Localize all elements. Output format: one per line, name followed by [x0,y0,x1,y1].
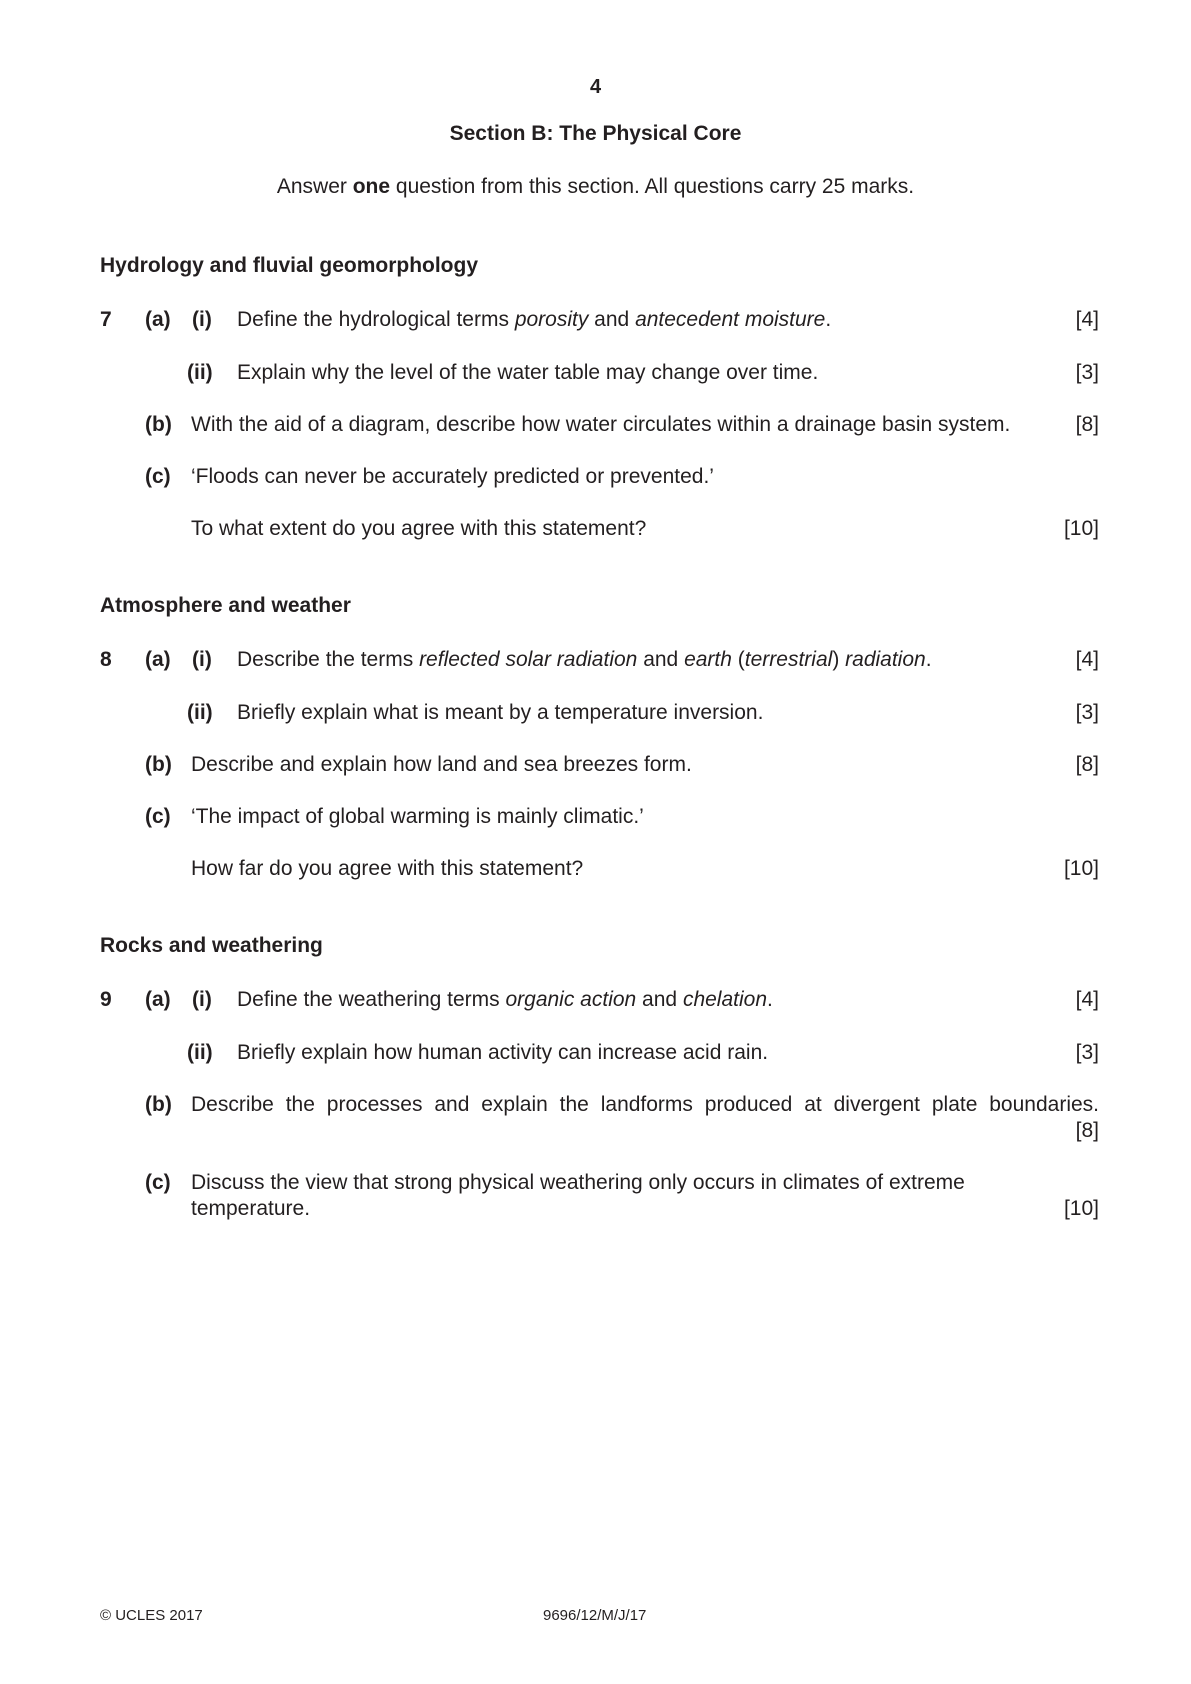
section-title: Section B: The Physical Core [449,122,742,145]
footer-paper-code: 9696/12/M/J/17 [543,1607,647,1624]
q7-c-text: To what extent do you agree with this statement? [191,517,647,540]
q8-c-quote: ‘The impact of global warming is mainly climatic.’ [191,805,644,828]
q8-part-b-label: (b) [145,753,172,776]
q9-a-ii-label: (ii) [187,1041,213,1064]
q9-b-text: Describe the processes and explain the landforms produced at divergent plate boundaries. [191,1093,1099,1116]
q9-part-b-label: (b) [145,1093,172,1116]
q7-part-a-label: (a) [145,308,171,331]
q9-part-a-label: (a) [145,988,171,1011]
instruction-emphasis: one [352,175,391,198]
q8-b-mark: [8] [1075,753,1099,776]
q7-a-ii-label: (ii) [187,361,213,384]
q7-part-b-label: (b) [145,413,172,436]
footer-copyright: © UCLES 2017 [100,1607,203,1624]
q8-part-a-label: (a) [145,648,171,671]
q7-a-i-label: (i) [192,308,212,331]
q9-b-mark: [8] [1075,1119,1099,1142]
question-number-8: 8 [100,648,112,671]
q9-c-text-line1: Discuss the view that strong physical weathering only occurs in climates of extreme [191,1171,965,1194]
question-number-7: 7 [100,308,112,331]
q8-b-text: Describe and explain how land and sea breezes form. [191,753,692,776]
q9-c-text-line2: temperature. [191,1197,311,1220]
q7-b-text: With the aid of a diagram, describe how water circulates within a drainage basin system. [191,413,1011,436]
q7-c-mark: [10] [1063,517,1099,540]
q7-part-c-label: (c) [145,465,171,488]
q8-a-ii-mark: [3] [1075,701,1099,724]
page-number: 4 [589,76,602,98]
q8-a-ii-label: (ii) [187,701,213,724]
q9-a-ii-text: Briefly explain how human activity can increase acid rain. [237,1041,769,1064]
q9-a-i-label: (i) [192,988,212,1011]
q8-c-text: How far do you agree with this statement? [191,857,584,880]
q7-a-ii-text: Explain why the level of the water table may change over time. [237,361,819,384]
q7-a-i-text: Define the hydrological terms porosity and antecedent moisture. [237,308,832,331]
q8-a-i-mark: [4] [1075,648,1099,671]
question-number-9: 9 [100,988,112,1011]
q8-a-i-text: Describe the terms reflected solar radiation and earth (terrestrial) radiation. [237,648,932,671]
q7-b-mark: [8] [1075,413,1099,436]
topic-heading-hydrology: Hydrology and fluvial geomorphology [100,254,479,277]
q7-a-ii-mark: [3] [1075,361,1099,384]
q8-c-mark: [10] [1063,857,1099,880]
q9-a-i-text: Define the weathering terms organic action and chelation. [237,988,773,1011]
q8-a-ii-text: Briefly explain what is meant by a temperature inversion. [237,701,764,724]
q7-c-quote: ‘Floods can never be accurately predicted or prevented.’ [191,465,714,488]
q9-part-c-label: (c) [145,1171,171,1194]
q8-a-i-label: (i) [192,648,212,671]
q9-a-ii-mark: [3] [1075,1041,1099,1064]
section-instruction: Answer one question from this section. All questions carry 25 marks. [276,175,915,198]
q9-c-mark: [10] [1063,1197,1099,1220]
q9-a-i-mark: [4] [1075,988,1099,1011]
topic-heading-atmosphere: Atmosphere and weather [100,594,351,617]
topic-heading-rocks: Rocks and weathering [100,934,323,957]
q8-part-c-label: (c) [145,805,171,828]
q7-a-i-mark: [4] [1075,308,1099,331]
